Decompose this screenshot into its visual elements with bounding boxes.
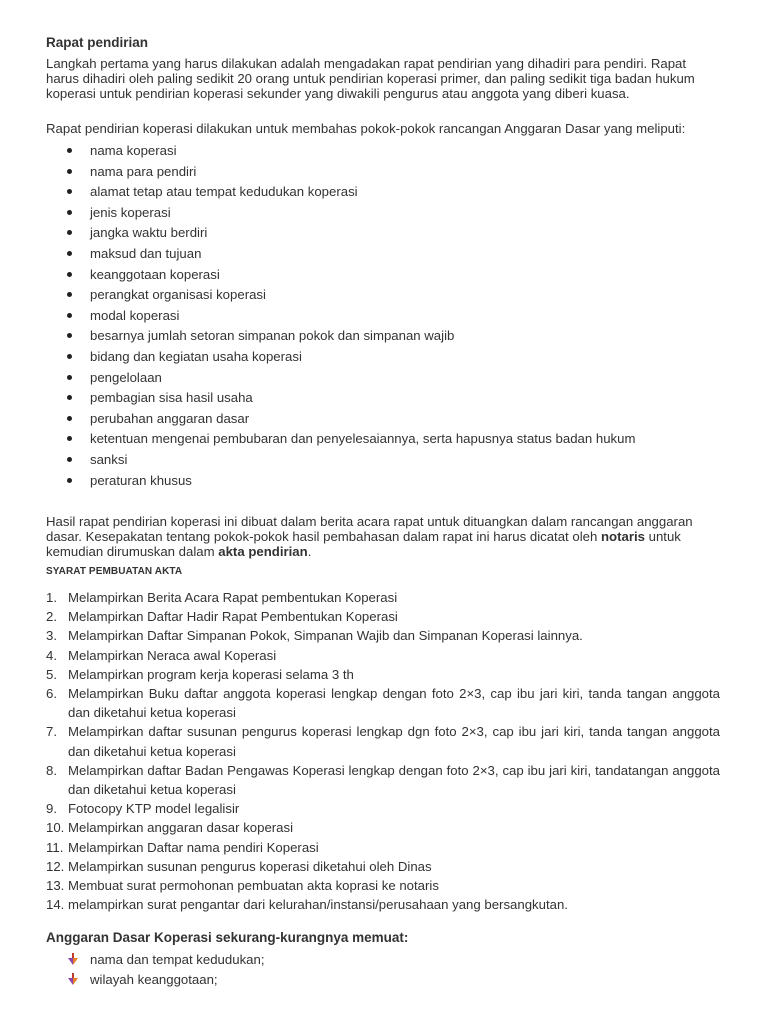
- list-item: perubahan anggaran dasar: [0, 411, 635, 432]
- list-item: nama dan tempat kedudukan;: [0, 952, 265, 972]
- list-item: jenis koperasi: [0, 205, 635, 226]
- list-item: 1. Melampirkan Berita Acara Rapat pembentukan Koperasi: [46, 590, 398, 605]
- anggaran-dasar-minimum-list: [0, 952, 265, 992]
- paragraph-rapat: Langkah pertama yang harus dilakukan adalah mengadakan rapat pendirian yang dihadiri para pendiri. Rapat harus dihadiri oleh paling sedikit 20 orang untuk pendirian koperasi primer, dan paling sedikit tiga badan hukum koperasi untuk pendirian koperasi sekunder yang diwakili pengurus atau anggota yang diberi kuasa.: [46, 56, 695, 101]
- list-item: 8. Melampirkan daftar Badan Pengawas Koperasi lengkap dengan foto 2×3, cap ibu jari kiri, tandatangan anggota dan diketahui ketua koperasi: [46, 762, 720, 798]
- list-item: alamat tetap atau tempat kedudukan koperasi: [0, 184, 635, 205]
- list-item: 10. Melampirkan anggaran dasar koperasi: [46, 820, 294, 836]
- bullet-icon: [67, 230, 72, 235]
- section-title: Rapat pendirian: [46, 35, 149, 50]
- list-item: 3. Melampirkan Daftar Simpanan Pokok, Simpanan Wajib dan Simpanan Koperasi lainnya.: [46, 628, 583, 644]
- list-item: 5. Melampirkan program kerja koperasi selama 3 th: [46, 666, 354, 682]
- bullet-icon: [67, 457, 72, 462]
- bullet-icon: [67, 354, 72, 359]
- list-item: wilayah keanggotaan;: [0, 972, 265, 992]
- arrow-down-icon: [68, 953, 78, 965]
- bullet-icon: [67, 313, 72, 318]
- bullet-icon: [67, 292, 72, 297]
- paragraph-pokok: Rapat pendirian koperasi dilakukan untuk membahas pokok-pokok rancangan Anggaran Dasar yang meliputi:: [46, 121, 686, 136]
- list-item: ketentuan mengenai pembubaran dan penyelesaiannya, serta hapusnya status badan hukum: [0, 431, 635, 452]
- list-item: besarnya jumlah setoran simpanan pokok dan simpanan wajib: [0, 328, 635, 349]
- list-item: modal koperasi: [0, 308, 635, 329]
- bullet-icon: [67, 148, 72, 153]
- anggaran-dasar-heading: Anggaran Dasar Koperasi sekurang-kurangnya memuat:: [46, 930, 409, 945]
- bullet-icon: [67, 210, 72, 215]
- bullet-icon: [67, 169, 72, 174]
- list-item: 12. Melampirkan susunan pengurus koperasi diketahui oleh Dinas: [46, 858, 432, 874]
- list-item: 6. Melampirkan Buku daftar anggota koperasi lengkap dengan foto 2×3, cap ibu jari kiri, tanda tangan anggota dan diketahui ketua koperasi: [46, 686, 720, 721]
- list-item: 13. Membuat surat permohonan pembuatan akta koprasi ke notaris: [46, 878, 439, 894]
- paragraph-hasil-rapat: Hasil rapat pendirian koperasi ini dibuat dalam berita acara rapat untuk dituangkan dalam rancangan anggaran dasar. Kesepakatan tentang pokok-pokok hasil pembahasan dalam rapat ini harus dicatat oleh notaris untuk kemudian dirumuskan dalam akta pendirian.: [46, 514, 693, 559]
- list-item: keanggotaan koperasi: [0, 267, 635, 288]
- list-item: jangka waktu berdiri: [0, 225, 635, 246]
- bullet-icon: [67, 416, 72, 421]
- bullet-icon: [67, 395, 72, 400]
- list-item: sanksi: [0, 452, 635, 473]
- list-item: nama koperasi: [0, 143, 635, 164]
- list-item: 4. Melampirkan Neraca awal Koperasi: [46, 647, 277, 663]
- anggaran-dasar-list: [0, 143, 635, 493]
- list-item: pengelolaan: [0, 370, 635, 391]
- list-item: perangkat organisasi koperasi: [0, 287, 635, 308]
- list-item: maksud dan tujuan: [0, 246, 635, 267]
- list-item: 9. Fotocopy KTP model legalisir: [46, 801, 240, 817]
- akta-heading: SYARAT PEMBUATAN AKTA: [46, 566, 183, 577]
- list-item: 2. Melampirkan Daftar Hadir Rapat Pembentukan Koperasi: [46, 609, 398, 625]
- arrow-down-icon: [68, 973, 78, 985]
- bullet-icon: [67, 478, 72, 483]
- list-item: 11. Melampirkan Daftar nama pendiri Koperasi: [46, 839, 319, 855]
- bullet-icon: [67, 272, 72, 277]
- bullet-icon: [67, 251, 72, 256]
- list-item: 7. Melampirkan daftar susunan pengurus koperasi lengkap dgn foto 2×3, cap ibu jari kiri, tanda tangan anggota dan diketahui ketua koperasi: [46, 724, 720, 759]
- bullet-icon: [67, 375, 72, 380]
- bullet-icon: [67, 333, 72, 338]
- list-item: bidang dan kegiatan usaha koperasi: [0, 349, 635, 370]
- syarat-akta-list: [46, 588, 720, 914]
- list-item: pembagian sisa hasil usaha: [0, 390, 635, 411]
- bullet-icon: [67, 436, 72, 441]
- list-item: 14. melampirkan surat pengantar dari kelurahan/instansi/perusahaan yang bersangkutan.: [46, 897, 568, 913]
- akta-pendirian-text: akta pendirian: [218, 544, 308, 559]
- list-item: peraturan khusus: [0, 473, 635, 494]
- list-item: nama para pendiri: [0, 164, 635, 185]
- bullet-icon: [67, 189, 72, 194]
- notaris-link-text: notaris: [600, 529, 645, 544]
